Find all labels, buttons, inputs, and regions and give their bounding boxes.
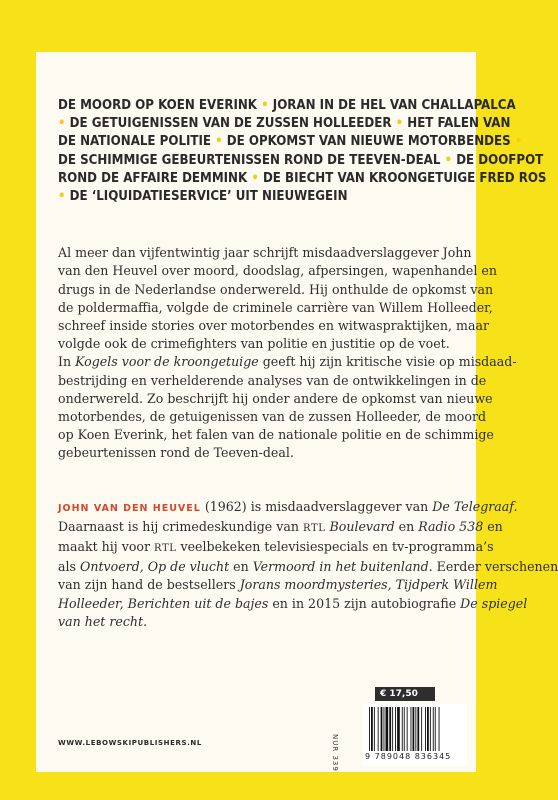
blurb-paragraph <box>58 244 517 462</box>
publisher-website: WWW.LEBOWSKIPUBLISHERS.NL <box>58 739 202 747</box>
topics-line <box>58 152 544 170</box>
blurb-line: op Koen Everink, het falen van de nationale politie en de schimmige <box>58 427 494 443</box>
bio-line: maakt hij voor RTL veelbekeken televisiespecials en tv-programma’s <box>58 539 494 555</box>
blurb-line: drugs in de Nederlandse onderwereld. Hij onthulde de opkomst van <box>58 281 494 297</box>
bullet-icon: • <box>261 98 269 113</box>
book-back-cover <box>36 52 558 772</box>
bio-line: JOHN VAN DEN HEUVEL (1962) is misdaadverslaggever van De Telegraaf. <box>58 498 518 514</box>
bio-line: Daarnaast is hij crimedeskundige van RTL Boulevard en Radio 538 en <box>58 518 503 534</box>
topic: DE MOORD OP KOEN EVERINK <box>58 98 258 113</box>
topics-list <box>58 97 547 206</box>
blurb-line: Al meer dan vijfentwintig jaar schrijft misdaadverslaggever John <box>58 245 472 261</box>
price-label: € 17,50 <box>375 687 435 701</box>
blurb-line: van den Heuvel over moord, doodslag, afpersingen, wapenhandel en <box>58 263 497 279</box>
topics-line <box>58 133 523 151</box>
bullet-icon: • <box>251 170 259 186</box>
topic: DE SCHIMMIGE GEBEURTENISSEN ROND DE TEEVEN-DEAL <box>58 152 441 168</box>
barcode-bars-icon <box>367 707 463 751</box>
isbn-digits: 9 789048 836345 <box>365 752 452 761</box>
book-title: Kogels voor de kroongetuige <box>75 354 259 370</box>
bio-line: van zijn hand de bestsellers Jorans moordmysteries, Tijdperk Willem <box>58 577 498 593</box>
bullet-icon: • <box>514 134 523 150</box>
blurb-line: de poldermaffia, volgde de criminele carrière van Willem Holleeder, <box>58 299 493 315</box>
topic: JORAN IN DE HEL VAN CHALLAPALCA <box>272 98 516 113</box>
topics-line <box>58 170 547 188</box>
topic: HET FALEN VAN <box>407 116 511 132</box>
blurb-line: gebeurtenissen rond de Teeven-deal. <box>58 445 294 461</box>
author-bio <box>58 498 558 631</box>
topics-line <box>58 115 511 133</box>
topic: DE OPKOMST VAN NIEUWE MOTORBENDES <box>226 134 511 150</box>
topics-line <box>58 188 478 206</box>
bullet-icon: • <box>58 189 66 205</box>
blurb-line: motorbendes, de getuigenissen van de zussen Holleeder, de moord <box>58 409 487 425</box>
cover-text <box>58 97 558 631</box>
barcode <box>363 704 467 766</box>
topic: DE GETUIGENISSEN VAN DE ZUSSEN HOLLEEDER <box>69 116 392 132</box>
bullet-icon: • <box>215 134 223 150</box>
topic: DE ‘LIQUIDATIESERVICE’ UIT NIEUWEGEIN <box>69 189 348 205</box>
bio-line: als Ontvoerd, Op de vlucht en Vermoord in het buitenland. Eerder verschenen <box>58 559 558 575</box>
bullet-icon: • <box>395 116 404 132</box>
blurb-line: onderwereld. Zo beschrijft hij onder andere de opkomst van nieuwe <box>58 390 493 406</box>
bio-line: van het recht. <box>58 613 148 629</box>
blurb-line: volgde ook de crimefighters van politie en justitie op de voet. <box>58 336 450 352</box>
topics-line <box>58 97 516 115</box>
topic: DE BIECHT VAN KROONGETUIGE FRED ROS <box>262 170 547 186</box>
nur-code: NUR 339 <box>331 734 339 772</box>
bullet-icon: • <box>444 152 453 168</box>
topic: ROND DE AFFAIRE DEMMINK <box>58 170 248 186</box>
topic: DE DOOFPOT <box>456 152 544 168</box>
bio-line: Holleeder, Berichten uit de bajes en in 2015 zijn autobiografie De spiegel <box>58 595 528 611</box>
author-name: JOHN VAN DEN HEUVEL <box>58 502 201 514</box>
blurb-line: In Kogels voor de kroongetuige geeft hij zijn kritische visie op misdaad- <box>58 354 517 370</box>
bullet-icon: • <box>58 116 66 132</box>
blurb-line: schreef inside stories over motorbendes en witwaspraktijken, maar <box>58 318 489 334</box>
blurb-line: bestrijding en verhelderende analyses van de ontwikkelingen in de <box>58 372 487 388</box>
topic: DE NATIONALE POLITIE <box>58 134 212 150</box>
